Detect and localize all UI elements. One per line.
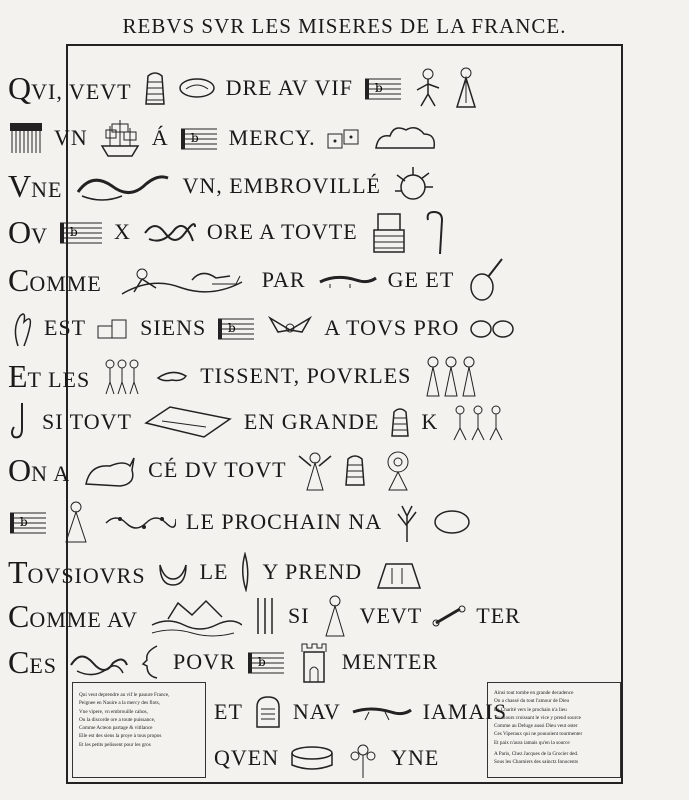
- verse-line: La Charité vers le prochain n'a lieu: [494, 706, 567, 713]
- music-staff-icon: [246, 649, 286, 675]
- plant-icon: [392, 502, 422, 542]
- rebus-word: COMME AV: [8, 597, 139, 634]
- rebus-word: ET LES: [8, 357, 91, 394]
- rebus-line-5: [8, 254, 681, 306]
- angel-icon: [297, 448, 333, 492]
- rebus-word: QVEN: [214, 745, 280, 770]
- egg-icon: [432, 509, 472, 535]
- lizard-icon: [351, 702, 413, 722]
- rebus-word: TISSENT, POVRLES: [200, 363, 412, 388]
- left-verse-box: [72, 682, 206, 778]
- rebus-word: LE: [199, 559, 229, 584]
- rebus-word: QVI, VEVT: [8, 69, 132, 106]
- rebus-word: SIENS: [140, 315, 207, 340]
- music-staff-icon: [179, 125, 219, 151]
- rebus-word: VNE: [8, 167, 63, 204]
- bean-icon: [154, 368, 190, 384]
- rebus-word: YNE: [391, 745, 440, 770]
- comb-icon: [8, 121, 44, 155]
- wild-head-icon: [391, 165, 435, 207]
- rebus-line-7: [8, 350, 681, 402]
- people-group-icon: [421, 354, 483, 398]
- flood-scene-icon: [148, 595, 242, 637]
- tower-icon: [296, 640, 332, 684]
- eagle-icon: [266, 312, 314, 344]
- rebus-word: EST: [44, 315, 87, 340]
- thimble-icon: [343, 453, 367, 487]
- dancers-icon: [100, 356, 144, 396]
- rebus-bottom-line-1: [214, 692, 507, 732]
- weasel-icon: [316, 270, 378, 290]
- rebus-word: ET: [214, 699, 243, 724]
- verse-line: Peignee en Nauire a la mercy des flots,: [79, 700, 160, 707]
- rebus-word: MERCY.: [228, 125, 316, 150]
- rebus-word: MENTER: [341, 649, 439, 674]
- verse-line: Et les petits pelissent pour les gros: [79, 741, 151, 748]
- rebus-word: VN: [54, 125, 88, 150]
- stump-icon: [372, 554, 426, 590]
- imprint-line: A Paris, Chez Jacques de la Grocier ded.: [494, 751, 579, 758]
- crescent-icon: [156, 557, 190, 587]
- svg-text:b: b: [70, 225, 78, 239]
- rebus-word: POVR: [173, 649, 236, 674]
- rebus-word: Y PREND: [262, 559, 363, 584]
- rebus-word: NAV: [292, 699, 341, 724]
- music-staff-icon: [216, 315, 256, 341]
- svg-text:b: b: [374, 81, 383, 95]
- fork-icon: [252, 596, 278, 636]
- rebus-line-10: [8, 496, 681, 548]
- verse-line: Tousiours croissant le vice y prend source: [494, 714, 581, 721]
- rebus-word: CES: [8, 643, 58, 680]
- well-icon: [368, 210, 410, 254]
- tangled-rope-icon: [141, 217, 197, 247]
- rebus-word: SI: [288, 603, 310, 628]
- verse-line: Et paix n'aura iamais qu'en la source: [494, 739, 570, 746]
- svg-text:b: b: [190, 131, 199, 145]
- verse-line: Comme Acteon partage & vitllance: [79, 725, 153, 732]
- hook-icon: [8, 401, 32, 443]
- cloud-icon: [372, 122, 438, 154]
- verse-line: Vne vipere, vn embrouille cahos,: [79, 708, 148, 715]
- haloed-figure-icon: [377, 448, 419, 492]
- rebus-word: VEVT: [359, 603, 423, 628]
- rebus-word: GE ET: [387, 267, 455, 292]
- serpent-knot-icon: [67, 645, 129, 679]
- ship-icon: [98, 116, 142, 160]
- verse-line: Ainsi tout tombe en grande decadence: [494, 690, 574, 696]
- viol-icon: [464, 257, 504, 303]
- music-staff-icon: [8, 509, 48, 535]
- dice-icon: [326, 126, 362, 150]
- verse-line: Qui veut deprendre au vif le pauure France,: [79, 692, 170, 698]
- flower-icon: [345, 738, 381, 778]
- rebus-line-8: [8, 396, 681, 448]
- tombstone-icon: [253, 695, 283, 729]
- thimble-icon: [142, 70, 168, 106]
- man-figure-icon: [413, 68, 443, 108]
- vine-icon: [104, 511, 176, 533]
- oval-stone-icon: [178, 77, 216, 99]
- dancers-icon: [448, 402, 510, 442]
- svg-text:b: b: [228, 321, 236, 335]
- rebus-word: PAR: [261, 267, 306, 292]
- rebus-word: DRE AV VIF: [225, 75, 353, 100]
- rebus-line-3: [8, 160, 681, 212]
- rebus-line-4: [8, 206, 681, 258]
- board-icon: [142, 403, 234, 441]
- rebus-line-9: [8, 444, 681, 496]
- rebus-word: TER: [476, 603, 521, 628]
- rebus-word: ON A: [8, 451, 71, 488]
- profile-face-icon: [139, 644, 163, 680]
- svg-text:b: b: [20, 515, 28, 529]
- rebus-word: ORE A TOVTE: [206, 219, 358, 244]
- rebus-line-1: [8, 62, 681, 114]
- rebus-word: IAMAIS: [422, 699, 507, 724]
- saint-figure-icon: [58, 500, 94, 544]
- rebus-word: A TOVS PRO: [324, 315, 460, 340]
- rebus-line-2: [8, 112, 681, 164]
- rebus-word: SI TOVT: [42, 409, 132, 434]
- basin-icon: [289, 743, 335, 773]
- thimble-icon: [389, 406, 411, 438]
- gesturing-hand-icon: [8, 308, 34, 348]
- right-verse-box: [487, 682, 621, 778]
- rebus-word: TOVSIOVRS: [8, 553, 146, 590]
- crook-staff-icon: [420, 210, 450, 254]
- music-staff-icon: [58, 219, 104, 245]
- blocks-icon: [96, 316, 130, 340]
- saint-figure-icon: [320, 594, 350, 638]
- root-icon: [238, 552, 252, 592]
- serpent-icon: [72, 168, 172, 204]
- verse-line: Comme au Deluge aussi Dieu veut oster: [494, 723, 578, 730]
- hunting-scene-icon: [112, 258, 252, 302]
- verse-line: Elle est des siens la proye à tous propos: [79, 733, 162, 740]
- rebus-word: Á: [151, 125, 169, 150]
- page-title: REBVS SVR LES MISERES DE LA FRANCE.: [122, 14, 567, 38]
- robed-figure-icon: [453, 67, 479, 109]
- verse-line: Ces Viperaux qui ne pouuoient tourmenter: [494, 731, 583, 738]
- pots-icon: [469, 317, 515, 339]
- rebus-word: OV: [8, 213, 48, 250]
- rebus-word: X: [114, 219, 131, 244]
- svg-text:b: b: [257, 655, 266, 669]
- rebus-bottom-line-2: [214, 738, 439, 778]
- verse-line: Ou la discorde ore a toute puissance,: [79, 716, 156, 723]
- cat-icon: [80, 450, 138, 490]
- bone-icon: [432, 605, 466, 627]
- rebus-word: VN, EMBROVILLÉ: [182, 173, 381, 198]
- rebus-line-13: [8, 636, 681, 688]
- rebus-word: LE PROCHAIN NA: [186, 509, 383, 534]
- imprint-line: Sous les Charniers des sainctz Innocents: [494, 759, 578, 766]
- verse-line: On a chassé du tout l'amour de Dieu: [494, 698, 570, 705]
- rebus-word: EN GRANDE: [243, 409, 380, 434]
- music-staff-icon: [363, 75, 403, 101]
- rebus-line-6: [8, 302, 681, 354]
- rebus-word: COMME: [8, 261, 102, 298]
- rebus-line-12: [8, 590, 681, 642]
- rebus-word: K: [421, 409, 439, 434]
- rebus-word: CÉ DV TOVT: [148, 457, 287, 482]
